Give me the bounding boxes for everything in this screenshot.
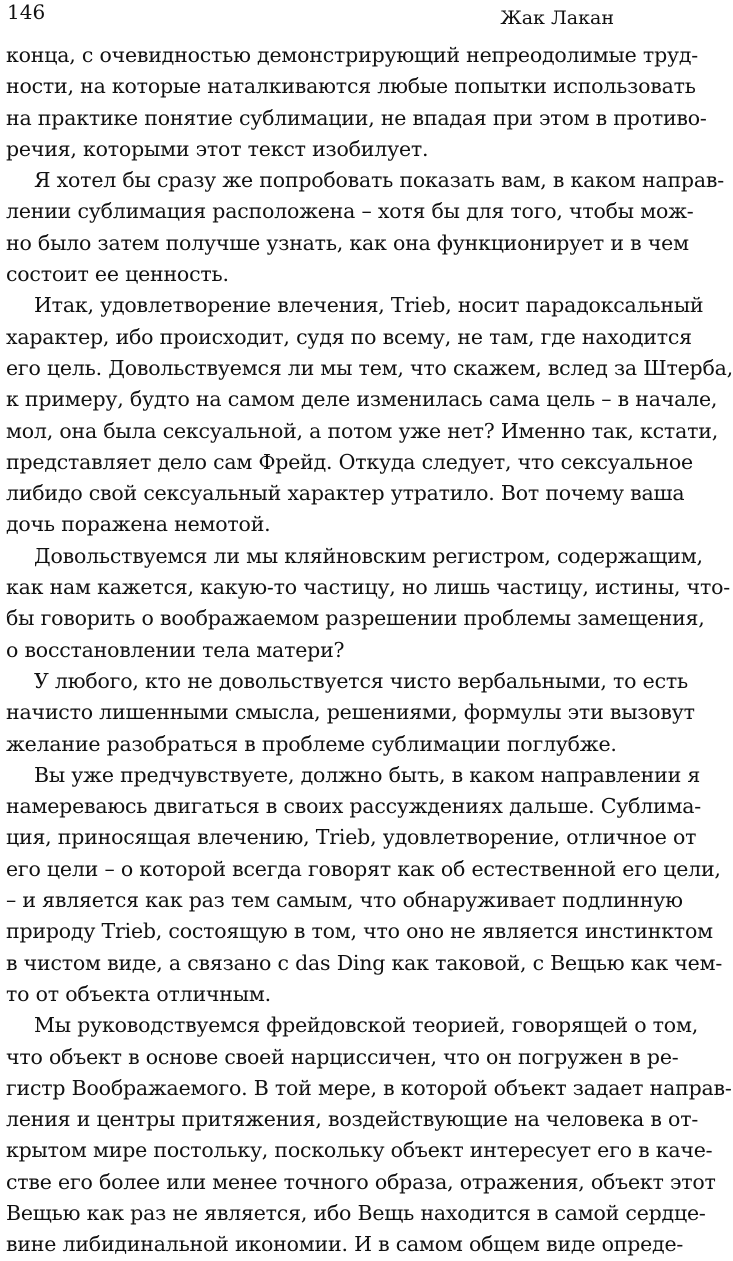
text-line: его цели – о которой всегда говорят как об естественной его цели, [6, 856, 721, 881]
text-line: Вы уже предчувствуете, должно быть, в каком направлении я [34, 762, 701, 787]
paragraph [6, 541, 730, 666]
text-line: стве его более или менее точного образа, отражения, объект этот [6, 1169, 716, 1194]
text-line: лении сублимация расположена – хотя бы для того, чтобы мож- [6, 199, 694, 224]
text-line: начисто лишенными смысла, решениями, формулы эти вызовут [6, 700, 695, 725]
text-line: Вещью как раз не является, ибо Вещь находится в самой сердце- [6, 1200, 706, 1225]
text-line: крытом мире постольку, поскольку объект интересует его в каче- [6, 1138, 713, 1163]
text-line: ления и центры притяжения, воздействующие на человека в от- [6, 1107, 699, 1132]
paragraph [6, 1010, 732, 1260]
text-line: – и является как раз тем самым, что обнаруживает подлинную [6, 888, 683, 913]
text-line: то от объекта отличным. [6, 981, 271, 1006]
text-line: У любого, кто не довольствуется чисто вербальными, то есть [34, 668, 688, 693]
paragraph [6, 165, 724, 290]
text-line: дочь поражена немотой. [6, 512, 271, 537]
text-line: конца, с очевидностью демонстрирующий непреодолимые труд- [6, 43, 698, 67]
text-line: гистр Воображаемого. В той мере, в которой объект задает направ- [6, 1075, 732, 1100]
text-line: к примеру, будто на самом деле изменилась сама цель – в начале, [6, 387, 718, 412]
paragraph [6, 760, 723, 1010]
text-line: что объект в основе своей нарциссичен, что он погружен в ре- [6, 1044, 679, 1069]
text-line: ности, на которые наталкиваются любые попытки использовать [6, 74, 696, 99]
text-line: ция, приносящая влечению, Trieb, удовлетворение, отличное от [6, 825, 697, 850]
running-head-author: Жак Лакан [500, 7, 614, 29]
paragraph [6, 40, 707, 165]
text-line: на практике понятие сублимации, не впадая при этом в противо- [6, 105, 707, 130]
text-line: речия, которыми этот текст изобилует. [6, 136, 429, 161]
page-header [0, 0, 620, 36]
text-line: бы говорить о воображаемом разрешении проблемы замещения, [6, 606, 705, 631]
text-line: Итак, удовлетворение влечения, Trieb, носит парадоксальный [34, 293, 704, 318]
text-line: желание разобраться в проблеме сублимации поглубже. [6, 731, 617, 756]
text-line: Довольствуемся ли мы кляйновским регистром, содержащим, [34, 543, 703, 568]
text-line: Я хотел бы сразу же попробовать показать вам, в каком направ- [34, 168, 724, 193]
text-line: Мы руководствуемся фрейдовской теорией, говорящей о том, [34, 1013, 699, 1038]
page-number: 146 [7, 0, 46, 24]
text-line: состоит ее ценность. [6, 262, 229, 287]
body-text [6, 40, 733, 1261]
paragraph [6, 290, 733, 540]
text-line: представляет дело сам Фрейд. Откуда следует, что сексуальное [6, 449, 693, 474]
text-line: намереваюсь двигаться в своих рассуждениях дальше. Сублима- [6, 794, 702, 819]
text-line: в чистом виде, а связано с das Ding как таковой, с Вещью как чем- [6, 950, 723, 975]
text-line: вине либидинальной икономии. И в самом общем виде опреде- [6, 1232, 684, 1257]
text-line: но было затем получше узнать, как она функционирует и в чем [6, 230, 689, 255]
text-line: природу Trieb, состоящую в том, что оно не является инстинктом [6, 919, 713, 944]
text-line: либидо свой сексуальный характер утратило. Вот почему ваша [6, 481, 685, 506]
text-line: его цель. Довольствуемся ли мы тем, что скажем, вслед за Штерба, [6, 355, 733, 380]
text-line: мол, она была сексуальной, а потом уже нет? Именно так, кстати, [6, 418, 719, 443]
text-line: характер, ибо происходит, судя по всему, не там, где находится [6, 324, 692, 349]
text-line: как нам кажется, какую-то частицу, но лишь частицу, истины, что- [6, 575, 730, 600]
paragraph [6, 666, 695, 760]
text-line: о восстановлении тела матери? [6, 637, 345, 662]
